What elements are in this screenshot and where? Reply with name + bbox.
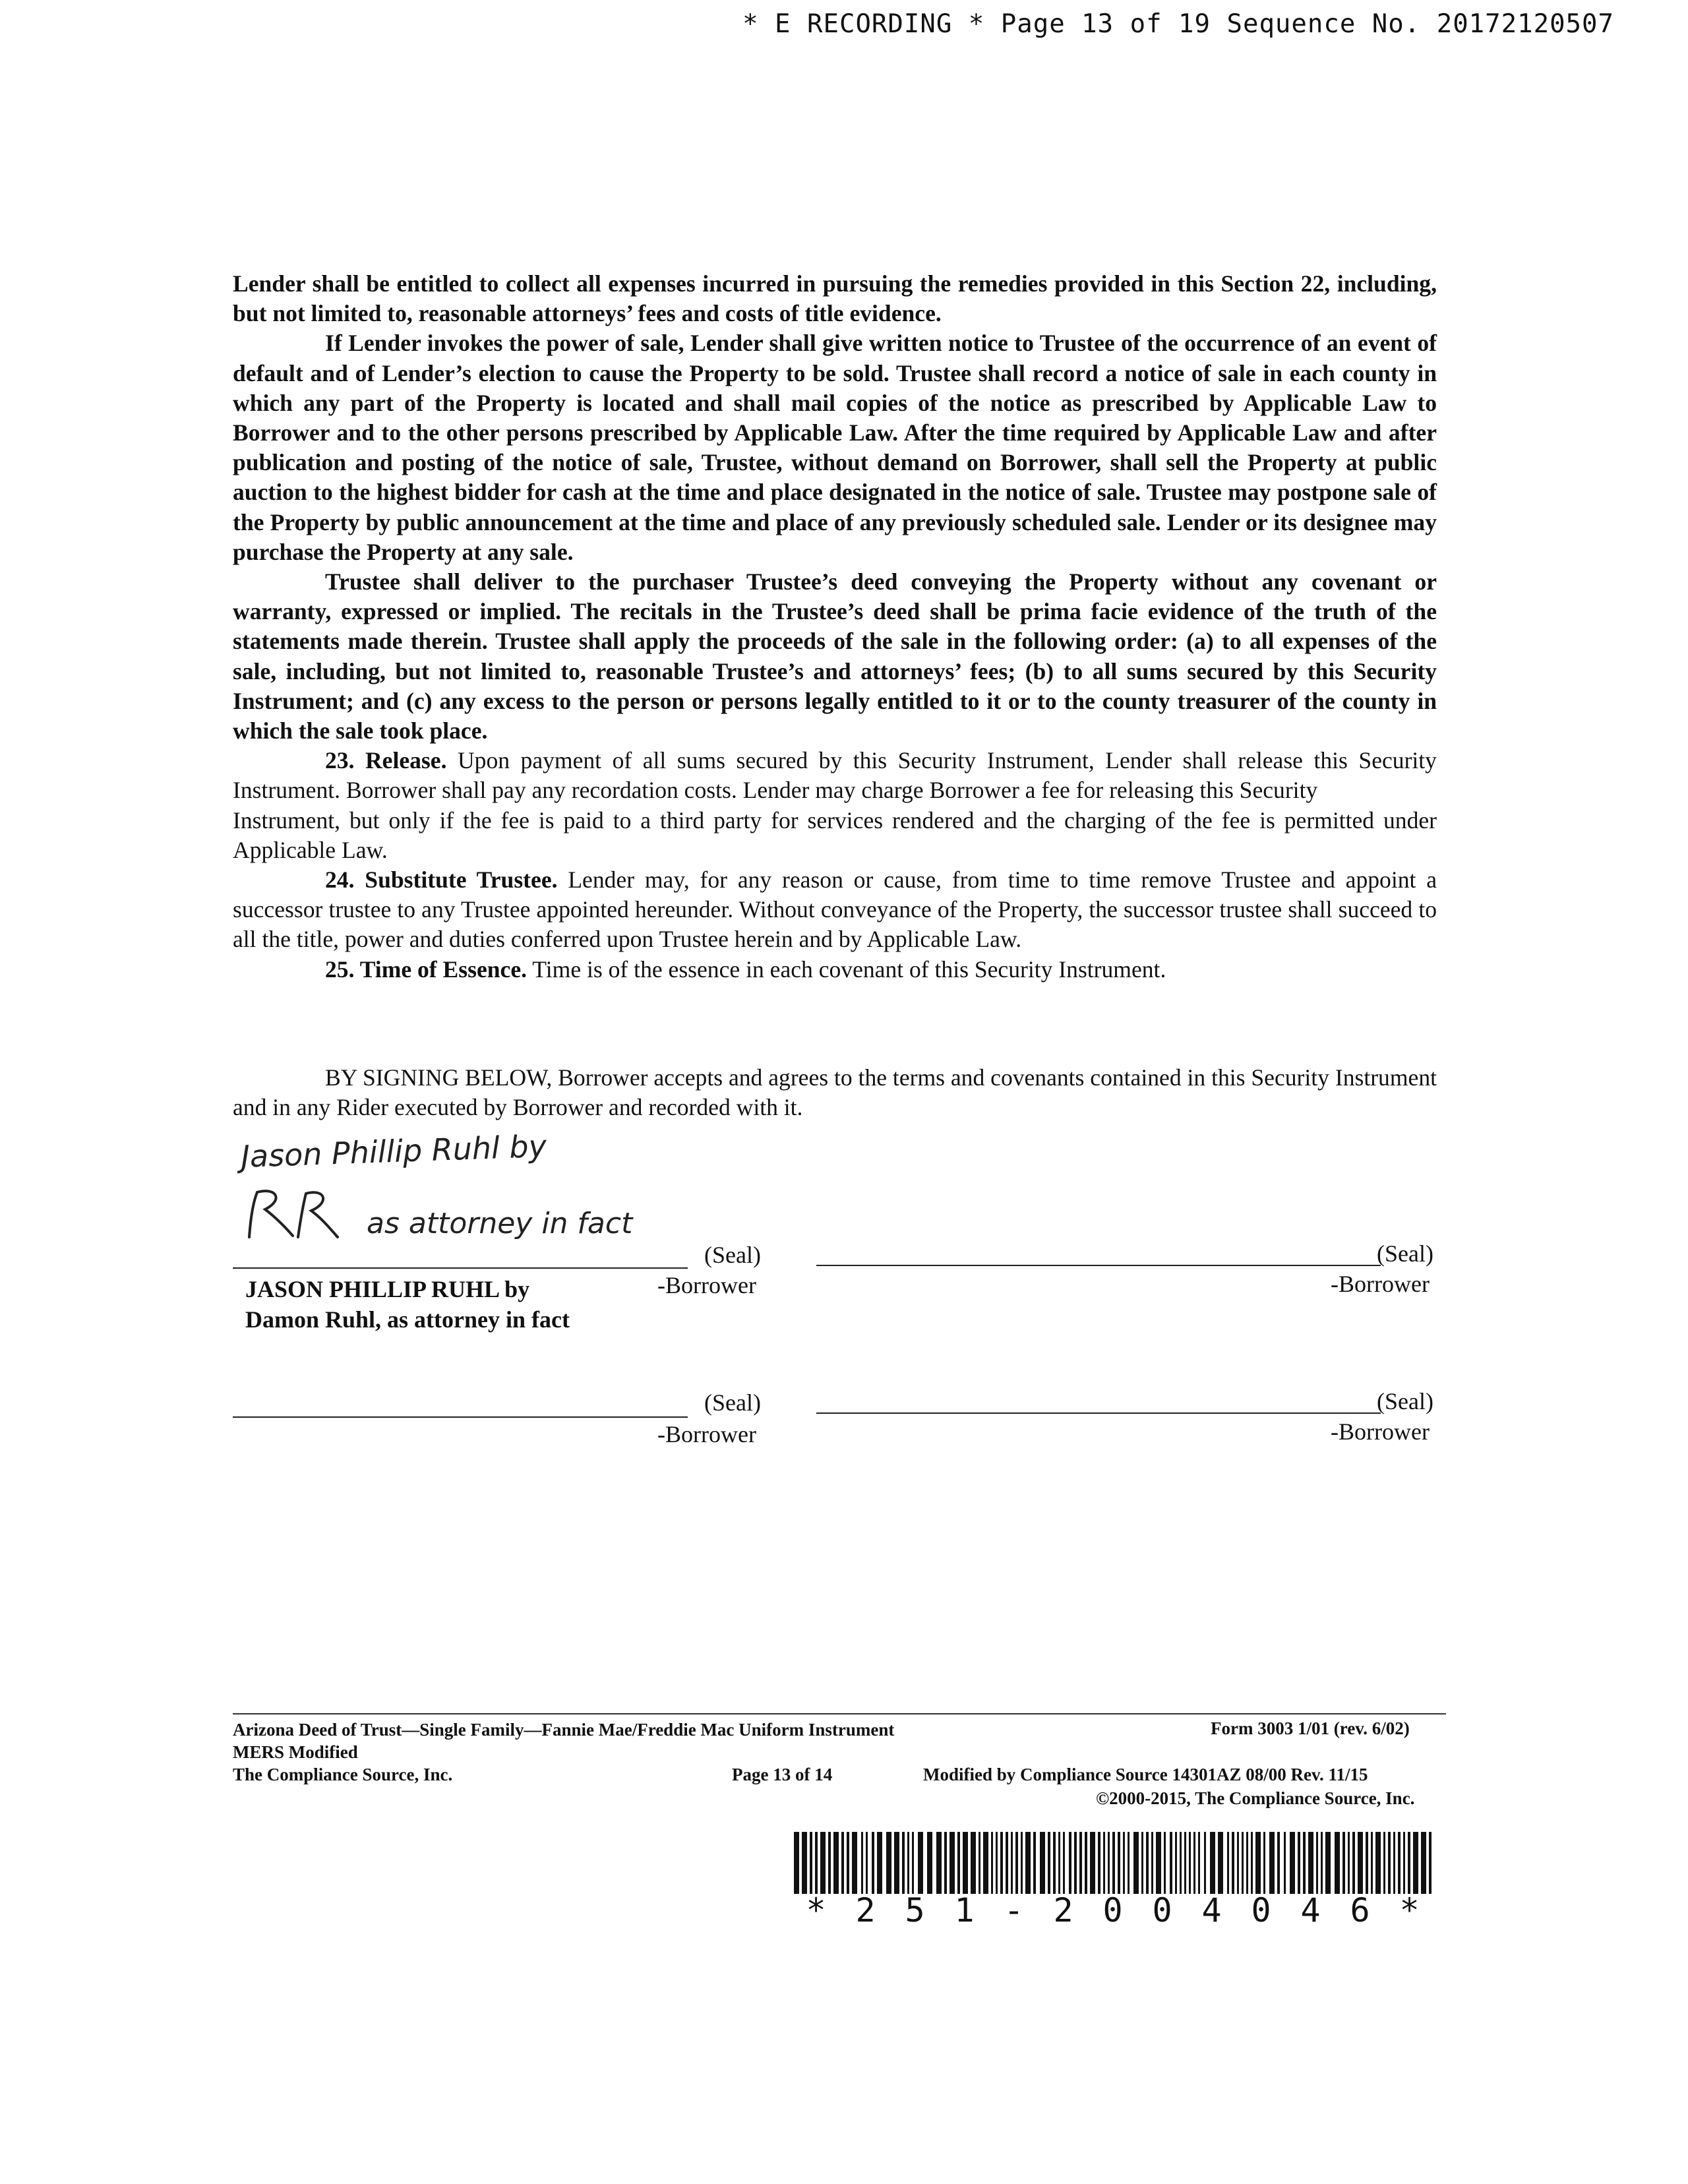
recording-header: * E RECORDING * Page 13 of 19 Sequence No. 20172120507	[742, 9, 1614, 39]
barcode-bar	[1308, 1832, 1313, 1894]
barcode-bar	[963, 1832, 968, 1894]
barcode-bar	[872, 1832, 874, 1894]
para-trustee-deed: Trustee shall deliver to the purchaser Trustee’s deed conveying the Property without any covenant or warranty, expressed or implied. The recitals in the Trustee’s deed shall be prima facie evidence of the truth of the statements made therein. Trustee shall apply the proceeds of the sale in the following order: (a) to all expenses of the sale, including, but not limited to, reasonable Trustee’s and attorneys’ fees; (b) to all sums secured by this Security Instrument; and (c) any excess to the person or persons legally entitled to it or to the county treasurer of the county in which the sale took place.	[233, 568, 1437, 744]
section-24-title: 24. Substitute Trustee.	[325, 866, 558, 894]
signature-line-3	[233, 1416, 688, 1418]
barcode-bar	[950, 1832, 955, 1894]
barcode-bar	[918, 1832, 923, 1894]
barcode-bar	[815, 1832, 818, 1894]
borrower-label-1: -Borrower	[657, 1272, 756, 1298]
barcode-bar	[1118, 1832, 1120, 1894]
barcode-bar	[1210, 1832, 1215, 1894]
footer-form-number: Form 3003 1/01 (rev. 6/02)	[1211, 1718, 1410, 1738]
barcode-bar	[841, 1832, 844, 1894]
signature-line-4	[816, 1412, 1381, 1414]
barcode-bar	[902, 1832, 905, 1894]
barcode-bar	[1232, 1832, 1234, 1894]
barcode-char: *	[1399, 1891, 1420, 1929]
barcode-bar	[944, 1832, 947, 1894]
barcode-bar	[847, 1832, 849, 1894]
barcode-bar	[1085, 1832, 1087, 1894]
barcode-bar	[1074, 1832, 1077, 1894]
barcode-bar	[1375, 1832, 1381, 1894]
section-24-text: Lender may, for any reason or cause, from time to time remove Trustee and appoint a successor trustee to any Trustee appointed hereunder. Without conveyance of the Property, the successor trustee shall succeed to all the title, power and duties conferred upon Trustee herein and by Applicable Law.	[233, 866, 1437, 953]
barcode-bar	[1242, 1832, 1244, 1894]
barcode-bar	[1421, 1832, 1426, 1894]
barcode-bar	[957, 1832, 960, 1894]
barcode-bar	[912, 1832, 914, 1894]
barcode-bar	[1429, 1832, 1432, 1894]
barcode-bar	[1277, 1832, 1280, 1894]
barcode-bar	[1316, 1832, 1318, 1894]
barcode-char: -	[1004, 1891, 1024, 1929]
signature-line-2	[816, 1265, 1381, 1266]
section-23-text: Upon payment of all sums secured by this Security Instrument, Lender shall release this Security Instrument. Borrower shall pay any recordation costs. Lender may charge Borrower a fee for releasing this Security	[233, 747, 1437, 804]
initials-scribble	[249, 1191, 338, 1237]
barcode-bar	[1366, 1832, 1368, 1894]
barcode-char: 2	[1053, 1891, 1073, 1929]
barcode-bar	[1103, 1832, 1105, 1894]
barcode-bar	[810, 1832, 812, 1894]
barcode-bar	[1335, 1832, 1340, 1894]
barcode-bar	[1098, 1832, 1100, 1894]
section-23-title: 23. Release.	[325, 747, 447, 774]
barcode-char: 0	[1152, 1891, 1172, 1929]
barcode-bar	[1398, 1832, 1401, 1894]
barcode-bar	[1251, 1832, 1253, 1894]
barcode-bar	[1040, 1832, 1045, 1894]
seal-label-3: (Seal)	[704, 1389, 761, 1416]
barcode-bar	[1246, 1832, 1248, 1894]
barcode-bar	[1011, 1832, 1013, 1894]
seal-label-1: (Seal)	[704, 1242, 761, 1268]
barcode-bar	[886, 1832, 891, 1894]
barcode-bar	[1218, 1832, 1223, 1894]
barcode-bar	[1156, 1832, 1161, 1894]
barcode-bar	[1352, 1832, 1355, 1894]
barcode-bar	[1393, 1832, 1395, 1894]
barcode-char: 0	[1102, 1891, 1123, 1929]
footer-page-number: Page 13 of 14	[732, 1765, 833, 1784]
barcode-bar	[1348, 1832, 1350, 1894]
barcode-bar	[1284, 1832, 1286, 1894]
section-23-release	[233, 746, 1437, 805]
footer-company: The Compliance Source, Inc.	[233, 1765, 453, 1784]
barcode-char: 0	[1251, 1891, 1271, 1929]
handwritten-line-1: Jason Phillip Ruhl by	[240, 1128, 547, 1174]
barcode-bar	[1342, 1832, 1345, 1894]
signing-statement: BY SIGNING BELOW, Borrower accepts and agrees to the terms and covenants contained in this Security Instrument and in any Rider executed by Borrower and recorded with it.	[233, 1064, 1437, 1121]
barcode-bar	[833, 1832, 839, 1894]
barcode-bar	[1006, 1832, 1008, 1894]
barcode-char: 4	[1300, 1891, 1321, 1929]
borrower-label-3: -Borrower	[657, 1421, 756, 1447]
barcode-text	[791, 1891, 1437, 1929]
barcode-bar	[1151, 1832, 1153, 1894]
barcode-bar	[1133, 1832, 1139, 1894]
barcode-bar	[1079, 1832, 1082, 1894]
barcode-bar	[1269, 1832, 1275, 1894]
section-25-text: Time is of the essence in each covenant of this Security Instrument.	[532, 956, 1166, 983]
barcode-bar	[1290, 1832, 1295, 1894]
section-24-substitute-trustee	[233, 865, 1437, 955]
handwritten-signature	[237, 1126, 646, 1245]
footer-mers: MERS Modified	[233, 1742, 358, 1762]
barcode-bar	[1069, 1832, 1071, 1894]
barcode-bar	[1204, 1832, 1206, 1894]
barcode-bar	[1408, 1832, 1410, 1894]
barcode-bar	[1237, 1832, 1239, 1894]
barcode-bar	[1164, 1832, 1166, 1894]
barcode-bar	[936, 1832, 942, 1894]
signer-name-line-1: JASON PHILLIP RUHL by	[245, 1276, 530, 1302]
barcode-char: 2	[855, 1891, 876, 1929]
barcode-bar	[983, 1832, 988, 1894]
barcode-bar	[1189, 1832, 1191, 1894]
barcode-bar	[1063, 1832, 1065, 1894]
seal-label-2: (Seal)	[1377, 1240, 1433, 1267]
barcode-bar	[1184, 1832, 1186, 1894]
barcode-bar	[1021, 1832, 1023, 1894]
barcode-bar	[828, 1832, 831, 1894]
barcode-bar	[1058, 1832, 1060, 1894]
barcode-bar	[1170, 1832, 1172, 1894]
barcode-bar	[1321, 1832, 1323, 1894]
barcode-bar	[1371, 1832, 1373, 1894]
barcode-bar	[1090, 1832, 1095, 1894]
barcode-bar	[1303, 1832, 1306, 1894]
barcode-bar	[1180, 1832, 1182, 1894]
barcode-bar	[1053, 1832, 1056, 1894]
barcode-bar	[1015, 1832, 1018, 1894]
barcode-char: 6	[1350, 1891, 1370, 1929]
barcode-bar	[1403, 1832, 1405, 1894]
barcode-bar	[1128, 1832, 1130, 1894]
barcode-char: 4	[1201, 1891, 1222, 1929]
barcode-bar	[1033, 1832, 1036, 1894]
section-23-continued: Instrument, but only if the fee is paid to a third party for services rendered and the charging of the fee is permitted under Applicable Law.	[233, 806, 1437, 863]
barcode-bar	[1388, 1832, 1391, 1894]
barcode-bar	[1123, 1832, 1125, 1894]
signer-name-line-2: Damon Ruhl, as attorney in fact	[245, 1306, 570, 1333]
barcode-bar	[991, 1832, 993, 1894]
barcode-bar	[1325, 1832, 1331, 1894]
barcode-bar	[1263, 1832, 1265, 1894]
barcode-bar	[1146, 1832, 1149, 1894]
barcode-bar	[1198, 1832, 1200, 1894]
para-power-of-sale: If Lender invokes the power of sale, Lender shall give written notice to Trustee of the occurrence of an event of default and of Lender’s election to cause the Property to be sold. Trustee shall record a notice of sale in each county in which any part of the Property is located and shall mail copies of the notice as prescribed by Applicable Law to Borrower and to the other persons prescribed by Applicable Law. After the time required by Applicable Law and after publication and posting of the notice of sale, Trustee, without demand on Borrower, shall sell the Property at public auction to the highest bidder for cash at the time and place designated in the notice of sale. Trustee may postpone sale of the Property by public announcement at the time and place of any previously scheduled sale. Lender or its designee may purchase the Property at any sale.	[233, 330, 1437, 565]
deed-body	[233, 269, 1437, 985]
barcode-bar	[1413, 1832, 1418, 1894]
borrower-label-2: -Borrower	[1331, 1271, 1430, 1297]
barcode-bar	[866, 1832, 868, 1894]
barcode-bar	[971, 1832, 976, 1894]
footer-copyright: ©2000-2015, The Compliance Source, Inc.	[1096, 1788, 1415, 1808]
barcode-bar	[1025, 1832, 1031, 1894]
barcode-bar	[1193, 1832, 1195, 1894]
barcode-char: 5	[905, 1891, 925, 1929]
signature-line-1	[233, 1267, 688, 1269]
barcode-bar	[1383, 1832, 1385, 1894]
barcode-bar	[794, 1832, 799, 1894]
barcode-bar	[1358, 1832, 1363, 1894]
barcode-bar	[996, 1832, 998, 1894]
footer-modified-by: Modified by Compliance Source 14301AZ 08/00 Rev. 11/15	[923, 1765, 1368, 1784]
section-25-title: 25. Time of Essence.	[325, 956, 528, 983]
barcode-bar	[1227, 1832, 1229, 1894]
footer-form-title: Arizona Deed of Trust—Single Family—Fannie Mae/Freddie Mac Uniform Instrument	[233, 1720, 895, 1740]
barcode-bar	[894, 1832, 899, 1894]
footer-divider	[233, 1713, 1446, 1714]
barcode-bar	[802, 1832, 807, 1894]
barcode-bar	[1175, 1832, 1177, 1894]
barcode-bar	[979, 1832, 980, 1894]
para-expenses: Lender shall be entitled to collect all expenses incurred in pursuing the remedies provided in this Section 22, including, but not limited to, reasonable attorneys’ fees and costs of title evidence.	[233, 270, 1437, 327]
barcode-bar	[1298, 1832, 1300, 1894]
borrower-label-4: -Borrower	[1331, 1418, 1430, 1445]
barcode-bar	[861, 1832, 863, 1894]
handwritten-line-2: as attorney in fact	[367, 1207, 633, 1240]
seal-label-4: (Seal)	[1377, 1388, 1433, 1414]
document-barcode	[791, 1832, 1437, 1894]
barcode-bar	[820, 1832, 826, 1894]
barcode-bar	[877, 1832, 882, 1894]
barcode-char: 1	[954, 1891, 975, 1929]
barcode-bar	[1112, 1832, 1115, 1894]
barcode-bar	[907, 1832, 909, 1894]
barcode-bar	[1000, 1832, 1003, 1894]
barcode-char: *	[806, 1891, 826, 1929]
barcode-bar	[927, 1832, 932, 1894]
section-25-time-of-essence	[233, 955, 1437, 985]
barcode-bar	[852, 1832, 857, 1894]
barcode-bar	[1141, 1832, 1143, 1894]
signer-name	[245, 1274, 570, 1335]
barcode-bar	[1255, 1832, 1261, 1894]
barcode-bar	[1108, 1832, 1110, 1894]
barcode-bar	[1048, 1832, 1050, 1894]
